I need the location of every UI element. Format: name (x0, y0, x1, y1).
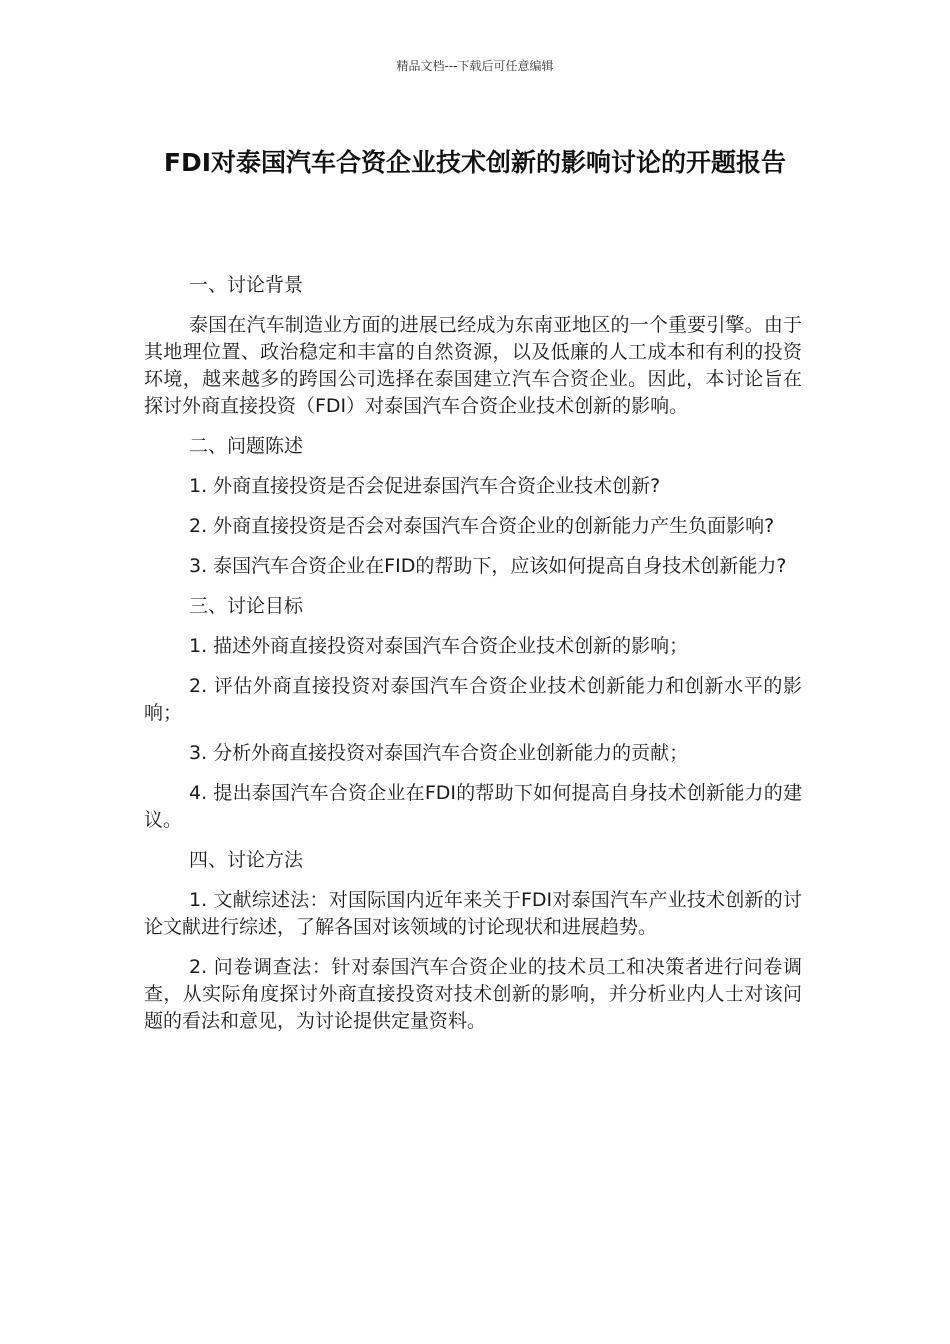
method-item: 1. 文献综述法：对国际国内近年来关于FDI对泰国汽车产业技术创新的讨论文献进行综述，了解各国对该领域的讨论现状和进展趋势。 (144, 889, 802, 938)
page-header: 精品文档---下载后可任意编辑 (396, 59, 554, 73)
document-body (144, 272, 802, 1048)
body-paragraph: 泰国在汽车制造业方面的进展已经成为东南亚地区的一个重要引擎。由于其地理位置、政治稳定和丰富的自然资源，以及低廉的人工成本和有利的投资环境，越来越多的跨国公司选择在泰国建立汽车合资企业。因此，本讨论旨在探讨外商直接投资（FDI）对泰国汽车合资企业技术创新的影响。 (144, 314, 802, 417)
section-heading: 一、讨论背景 (189, 274, 304, 296)
method-item: 2. 问卷调查法：针对泰国汽车合资企业的技术员工和决策者进行问卷调查，从实际角度探讨外商直接投资对技术创新的影响，并分析业内人士对该问题的看法和意见，为讨论提供定量资料。 (144, 956, 802, 1032)
objective-item: 1. 描述外商直接投资对泰国汽车合资企业技术创新的影响； (189, 635, 689, 657)
question-item: 2. 外商直接投资是否会对泰国汽车合资企业的创新能力产生负面影响? (189, 515, 775, 537)
objective-item: 3. 分析外商直接投资对泰国汽车合资企业创新能力的贡献； (189, 742, 689, 764)
section-heading: 四、讨论方法 (189, 849, 304, 871)
section-heading: 二、问题陈述 (189, 435, 304, 457)
section-heading: 三、讨论目标 (189, 595, 304, 617)
objective-item: 4. 提出泰国汽车合资企业在FDI的帮助下如何提高自身技术创新能力的建议。 (144, 782, 802, 831)
question-item: 3. 泰国汽车合资企业在FID的帮助下，应该如何提高自身技术创新能力? (189, 555, 787, 577)
question-item: 1. 外商直接投资是否会促进泰国汽车合资企业技术创新? (189, 475, 661, 497)
document-title: FDI对泰国汽车合资企业技术创新的影响讨论的开题报告 (163, 148, 787, 177)
objective-item: 2. 评估外商直接投资对泰国汽车合资企业技术创新能力和创新水平的影响； (144, 675, 802, 724)
